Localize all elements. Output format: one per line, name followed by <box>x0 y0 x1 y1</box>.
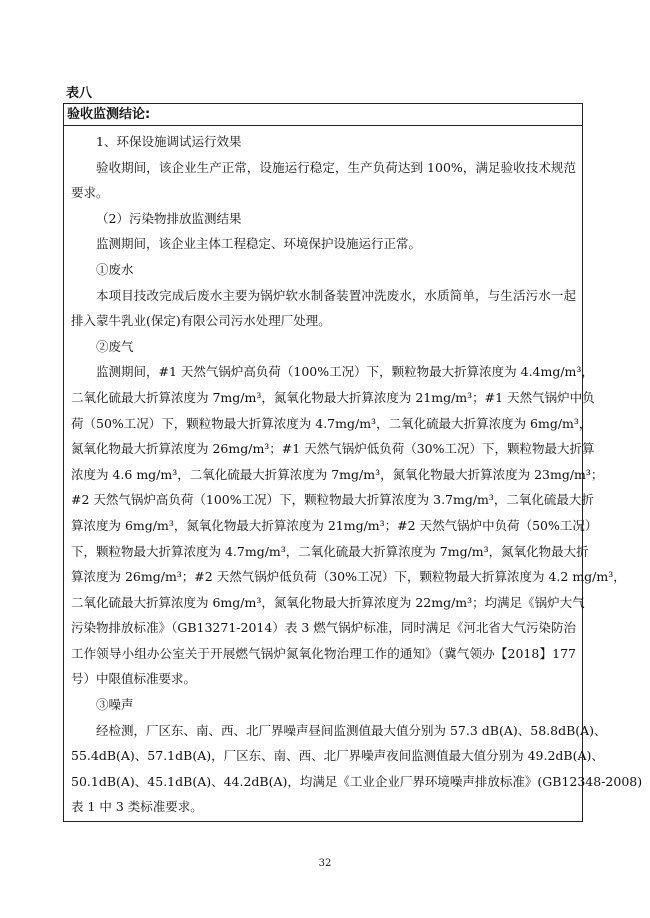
paragraph-line: 二氧化硫最大折算浓度为 7mg/m³，氮氧化物最大折算浓度为 21mg/m³；#1 天然气锅炉中负 <box>71 389 595 405</box>
page-number: 32 <box>318 858 332 869</box>
conclusion-body <box>64 126 643 820</box>
paragraph-line: 二氧化硫最大折算浓度为 6mg/m³，氮氧化物最大折算浓度为 22mg/m³；均满足《锅炉大气 <box>71 594 585 610</box>
paragraph-line: 监测期间，#1 天然气锅炉高负荷（100%工况）下，颗粒物最大折算浓度为 4.4mg/m³， <box>96 364 594 380</box>
paragraph-line: 本项目技改完成后废水主要为锅炉软水制备装置冲洗废水，水质简单，与生活污水一起 <box>96 287 576 303</box>
paragraph-line: ③噪声 <box>96 697 134 713</box>
paragraph-line: 验收期间，该企业生产正常，设施运行稳定，生产负荷达到 100%，满足验收技术规范 <box>96 159 576 175</box>
paragraph-line: （2）污染物排放监测结果 <box>96 210 242 226</box>
paragraph-line: 荷（50%工况）下，颗粒物最大折算浓度为 4.7mg/m³，二氧化硫最大折算浓度为 6mg/m³， <box>71 415 592 431</box>
paragraph-line: 55.4dB(A)、57.1dB(A)，厂区东、南、西、北厂界噪声夜间监测值最大值分别为 49.2dB(A)、 <box>71 748 604 764</box>
paragraph-line: 算浓度为 26mg/m³；#2 天然气锅炉低负荷（30%工况）下，颗粒物最大折算浓度为 4.2 mg/m³， <box>71 569 626 585</box>
paragraph-line: 50.1dB(A)、45.1dB(A)、44.2dB(A)，均满足《工业企业厂界环境噪声排放标准》(GB12348-2008) <box>71 773 643 789</box>
paragraph-line: 算浓度为 6mg/m³，氮氧化物最大折算浓度为 21mg/m³；#2 天然气锅炉中负荷（50%工况） <box>71 517 598 533</box>
conclusion-table <box>63 103 643 822</box>
paragraph-line: 排入蒙牛乳业(保定)有限公司污水处理厂处理。 <box>71 313 331 329</box>
paragraph-line: 表 1 中 3 类标准要求。 <box>71 799 203 815</box>
paragraph-line: ②废气 <box>96 338 134 354</box>
paragraph-line: #2 天然气锅炉高负荷（100%工况）下，颗粒物最大折算浓度为 3.7mg/m³，二氧化硫最大折 <box>71 492 594 508</box>
table-label: 表八 <box>66 86 93 101</box>
paragraph-line: 下，颗粒物最大折算浓度为 4.7mg/m³，二氧化硫最大折算浓度为 7mg/m³，氮氧化物最大折 <box>71 543 589 559</box>
paragraph-line: ①废水 <box>96 261 134 277</box>
paragraph-line: 经检测，厂区东、南、西、北厂界噪声昼间监测值最大值分别为 57.3 dB(A)、58.8dB(A)、 <box>96 722 607 738</box>
paragraph-line: 污染物排放标准》（GB13271-2014）表 3 燃气锅炉标准，同时满足《河北省大气污染防治 <box>71 620 576 636</box>
paragraph-line: 工作领导小组办公室关于开展燃气锅炉氮氧化物治理工作的通知》（冀气领办【2018】177 <box>71 645 576 661</box>
paragraph-line: 浓度为 4.6 mg/m³，二氧化硫最大折算浓度为 7mg/m³，氮氧化物最大折算浓度为 23mg/m³； <box>71 466 604 482</box>
paragraph-line: 要求。 <box>71 185 109 201</box>
paragraph-line: 监测期间，该企业主体工程稳定、环境保护设施运行正常。 <box>96 236 422 252</box>
paragraph-line: 号）中限值标准要求。 <box>71 671 197 687</box>
paragraph-line: 1、环保设施调试运行效果 <box>96 134 242 149</box>
section-title: 验收监测结论: <box>64 104 582 126</box>
paragraph-line: 氮氧化物最大折算浓度为 26mg/m³；#1 天然气锅炉低负荷（30%工况）下，颗粒物最大折算 <box>71 441 595 457</box>
